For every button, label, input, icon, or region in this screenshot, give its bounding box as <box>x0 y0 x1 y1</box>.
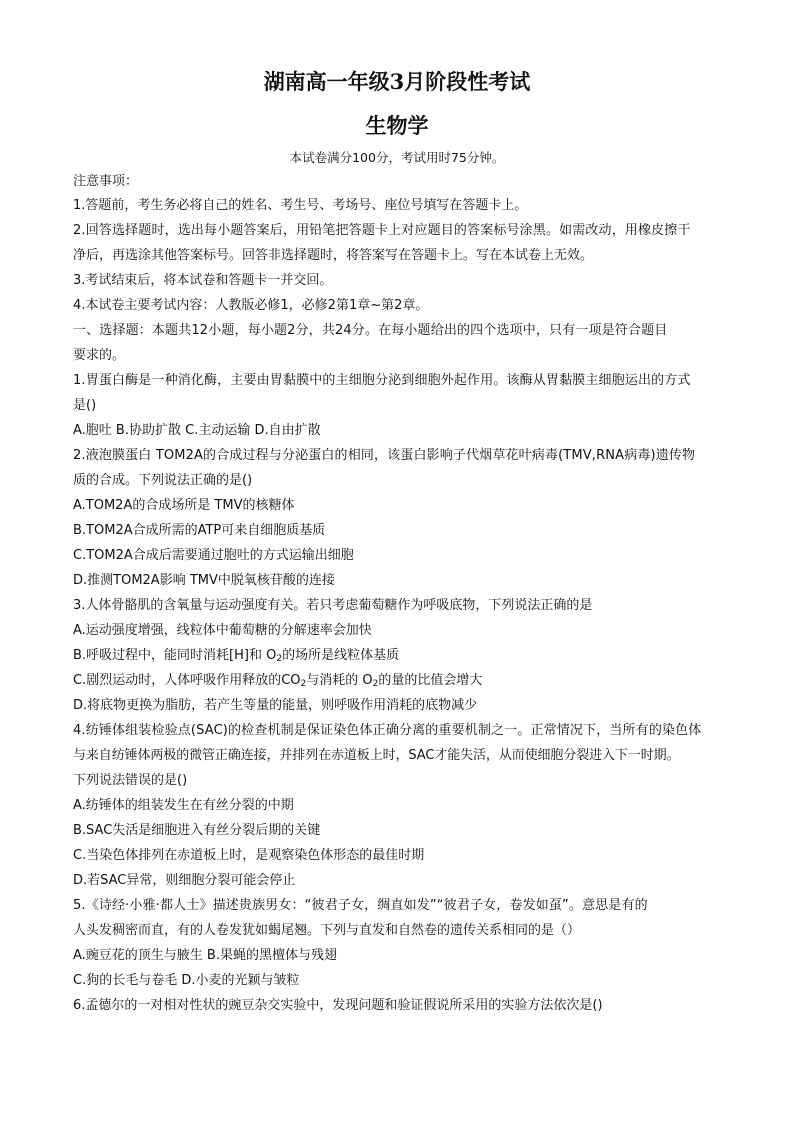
q5-options-cd: C.狗的长毛与卷毛 D.小麦的光颖与皱粒 <box>73 973 300 988</box>
q1-options: A.胞吐 B.协助扩散 C.主动运输 D.自由扩散 <box>73 423 321 438</box>
q2-stem-line-2: 质的合成。下列说法正确的是() <box>73 473 253 488</box>
q5-stem-line-1: 5.《诗经·小雅·都人士》描述贵族男女：“彼君子女，绸直如发”“彼君子女，卷发如虿”。意思是有的 <box>73 898 648 913</box>
q3-option-b-subscript: 2 <box>276 654 283 664</box>
note-2-line-1: 2.回答选择题时，选出每小题答案后，用铅笔把答题卡上对应题目的答案标号涂黑。如需改动，用橡皮擦干 <box>73 223 691 238</box>
q4-option-c: C.当染色体排列在赤道板上时，是观察染色体形态的最佳时期 <box>73 848 425 863</box>
q2-option-c: C.TOM2A合成后需要通过胞吐的方式运输出细胞 <box>73 548 354 563</box>
note-1: 1.答题前，考生务必将自己的姓名、考生号、考场号、座位号填写在答题卡上。 <box>73 198 528 213</box>
q3-option-b-text-1: B.呼吸过程中，能同时消耗[H]和 O <box>73 648 277 663</box>
q3-option-c-subscript-1: 2 <box>300 679 307 689</box>
section-instructions-line-2: 要求的。 <box>73 348 126 363</box>
q6-stem: 6.孟德尔的一对相对性状的豌豆杂交实验中，发现问题和验证假说所采用的实验方法依次是() <box>73 998 603 1013</box>
section-instructions-line-1: 一、选择题：本题共12小题，每小题2分，共24分。在每小题给出的四个选项中，只有一项是符合题目 <box>73 323 668 338</box>
note-2-line-2: 净后，再选涂其他答案标号。回答非选择题时，将答案写在答题卡上。写在本试卷上无效。 <box>73 248 594 263</box>
q3-option-c-text-1: C.剧烈运动时，人体呼吸作用释放的CO <box>73 673 301 688</box>
q2-option-a: A.TOM2A的合成场所是 TMV的核糖体 <box>73 498 295 513</box>
subject-title: 生物学 <box>365 113 429 138</box>
q4-option-b: B.SAC失活是细胞进入有丝分裂后期的关键 <box>73 823 321 838</box>
exam-title: 湖南高一年级3月阶段性考试 <box>263 69 531 94</box>
q3-option-c-subscript-2: 2 <box>372 679 379 689</box>
q3-option-c-text-2: 与消耗的 O <box>306 673 373 688</box>
q2-option-b: B.TOM2A合成所需的ATP可来自细胞质基质 <box>73 523 326 538</box>
q4-option-a: A.纺锤体的组装发生在有丝分裂的中期 <box>73 798 294 813</box>
q3-option-b <box>73 646 733 669</box>
q5-stem-line-2: 人头发稠密而直，有的人卷发犹如蝎尾翘。下列与直发和自然卷的遗传关系相同的是（） <box>73 923 581 938</box>
q4-stem-line-3: 下列说法错误的是() <box>73 773 188 788</box>
note-4: 4.本试卷主要考试内容：人教版必修1，必修2第1章~第2章。 <box>73 298 429 313</box>
q3-option-a: A.运动强度增强，线粒体中葡萄糖的分解速率会加快 <box>73 623 372 638</box>
q1-stem-line-2: 是() <box>73 398 97 413</box>
notes-heading: 注意事项： <box>73 174 139 189</box>
note-3: 3.考试结束后，将本试卷和答题卡一并交回。 <box>73 273 333 288</box>
q2-stem-line-1: 2.液泡膜蛋白 TOM2A的合成过程与分泌蛋白的相同，该蛋白影响子代烟草花叶病毒(TMV,RNA病毒)遗传物 <box>73 448 696 463</box>
q2-option-d: D.推测TOM2A影响 TMV中脱氧核苷酸的连接 <box>73 573 335 588</box>
q4-option-d: D.若SAC异常，则细胞分裂可能会停止 <box>73 873 296 888</box>
q3-stem: 3.人体骨骼肌的含氧量与运动强度有关。若只考虑葡萄糖作为呼吸底物，下列说法正确的是 <box>73 598 593 613</box>
q3-option-c-text-3: 的量的比值会增大 <box>378 673 483 688</box>
q3-option-c <box>73 671 733 694</box>
exam-meta: 本试卷满分100分，考试用时75分钟。 <box>289 150 505 165</box>
q4-stem-line-1: 4.纺锤体组装检验点(SAC)的检查机制是保证染色体正确分离的重要机制之一。正常情况下，当所有的染色体 <box>73 723 702 738</box>
q1-stem-line-1: 1.胃蛋白酶是一种消化酶，主要由胃黏膜中的主细胞分泌到细胞外起作用。该酶从胃黏膜主细胞运出的方式 <box>73 373 691 388</box>
q3-option-b-text-2: 的场所是线粒体基质 <box>282 648 400 663</box>
q5-options-ab: A.豌豆花的顶生与腋生 B.果蝇的黑檀体与残翅 <box>73 948 337 963</box>
q4-stem-line-2: 与来自纺锤体两极的微管正确连接，并排列在赤道板上时，SAC才能失活，从而使细胞分裂进入下一时期。 <box>73 748 680 763</box>
q3-option-d: D.将底物更换为脂肪，若产生等量的能量，则呼吸作用消耗的底物减少 <box>73 698 478 713</box>
